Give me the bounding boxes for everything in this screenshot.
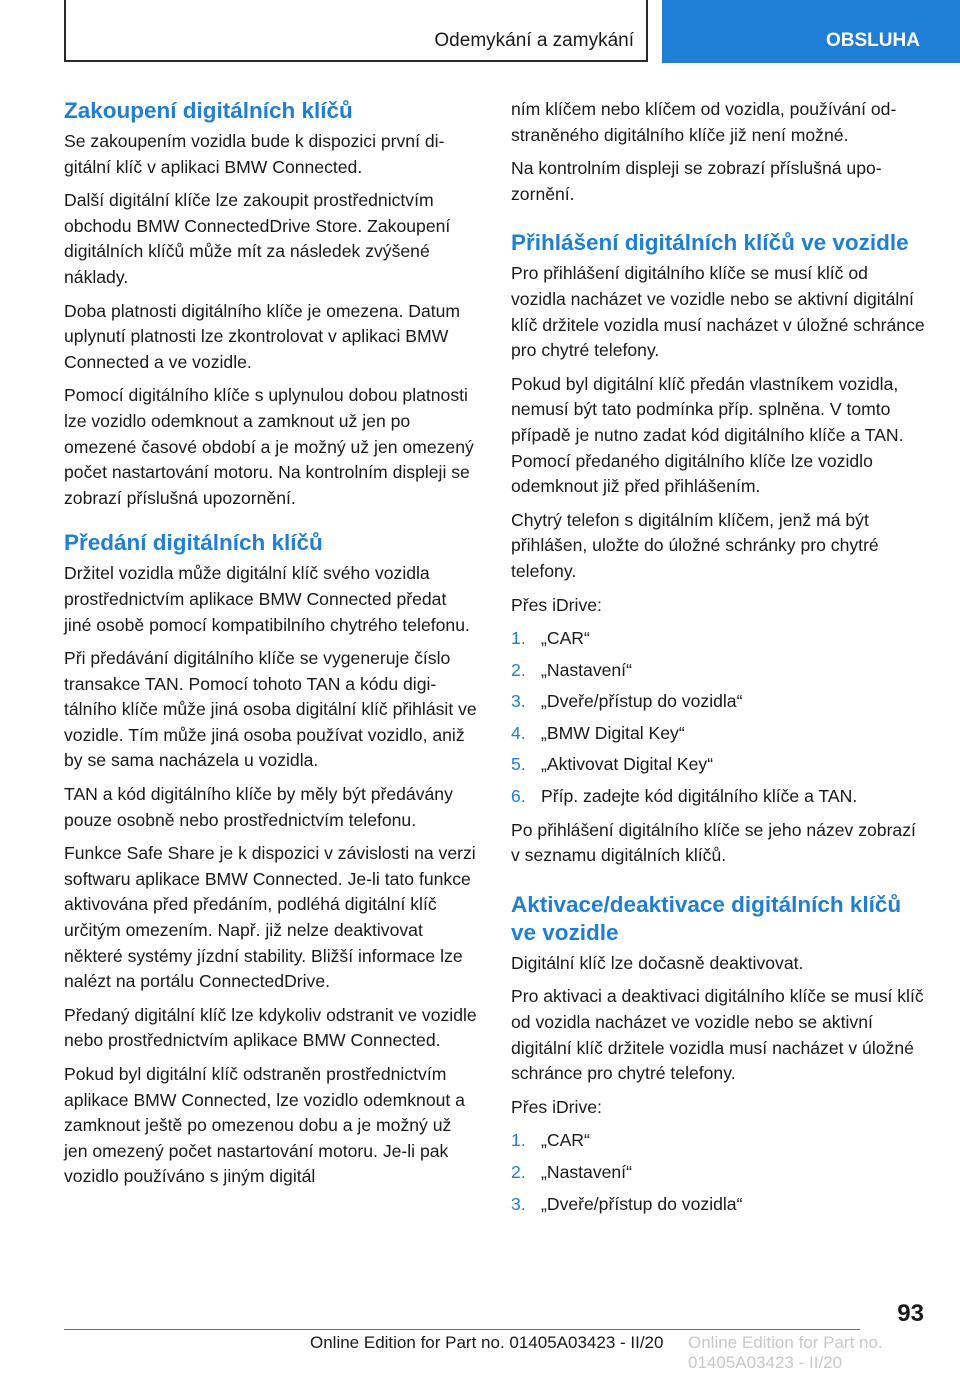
step-number: 1. [511, 1130, 526, 1151]
paragraph: Další digitální klíče lze zakoupit prostřednictvím obchodu BMW ConnectedDrive Store. Zakoupení digitálních klíčů může mít za následek zvýšené náklady. [64, 190, 451, 287]
step-number: 3. [511, 691, 526, 712]
step-text: „Nastavení“ [541, 659, 632, 680]
section-tab[interactable]: OBSLUHA [662, 0, 960, 63]
step-number: 6. [511, 786, 526, 807]
paragraph: ním klíčem nebo klíčem od vozidla, používání odstraněného digitálního klíče již není možné. [511, 99, 897, 145]
paragraph: Se zakoupením vozidla bude k dispozici první digitální klíč v aplikaci BMW Connected. [64, 131, 445, 177]
list-item [511, 784, 925, 810]
paragraph: TAN a kód digitálního klíče by měly být předávány pouze osobně nebo prostřednictvím telefonu. [64, 784, 453, 830]
list-item [511, 721, 925, 747]
step-text: „Dveře/přístup do vozidla“ [541, 691, 743, 712]
paragraph: Pomocí digitálního klíče s uplynulou dobou platnosti lze vozidlo odemknout a zamknout už jen po omezené časové období a je možný už jen omezený počet nastartování motoru. Na kontrolním displeji se zobrazí příslušná upozornění. [64, 385, 474, 508]
footer-watermark: Online Edition for Part no. 01405A03423 - II/20 [688, 1333, 883, 1372]
list-item [511, 1128, 925, 1154]
footer-edition: Online Edition for Part no. 01405A03423 - II/20 [310, 1333, 664, 1352]
paragraph: Pro přihlášení digitálního klíče se musí klíč od vozidla nacházet ve vozidle nebo se aktivní digitální klíč držitele vozidla musí nacházet v úložné schránce pro chytré telefony. [511, 263, 925, 361]
step-text: „Aktivovat Digital Key“ [541, 754, 714, 775]
paragraph: Při předávání digitálního klíče se vygeneruje číslo transakce TAN. Pomocí tohoto TAN a kódu digitálního klíče může jiná osoba digitální klíč přihlásit ve vozidle. Tím může jiná osoba používat vozidlo, aniž by se sama nacházela u vozidla. [64, 648, 477, 771]
list-item [511, 658, 925, 684]
paragraph: Po přihlášení digitálního klíče se jeho název zobrazí v seznamu digitálních klíčů. [511, 819, 916, 866]
paragraph: Přes iDrive: [511, 594, 602, 615]
list-item [511, 752, 925, 778]
left-column [64, 97, 478, 1198]
step-text: „Dveře/přístup do vozidla“ [541, 1193, 743, 1214]
step-number: 2. [511, 1162, 526, 1182]
list-item [511, 689, 925, 715]
steps-list-register [511, 626, 925, 810]
paragraph: Přes iDrive: [511, 1096, 602, 1117]
heading-purchase-keys: Zakoupení digitálních klíčů [64, 98, 353, 123]
step-number: 3. [511, 1193, 526, 1214]
step-text: „BMW Digital Key“ [541, 722, 685, 743]
paragraph: Držitel vozidla může digitální klíč svého vozidla prostřednictvím aplikace BMW Connected předat jiné osobě pomocí kompatibilního chytrého telefonu. [64, 563, 470, 635]
paragraph: Předaný digitální klíč lze kdykoliv odstranit ve vozidle nebo prostřednictvím aplikace BMW Connected. [64, 1004, 477, 1051]
paragraph: Chytrý telefon s digitálním klíčem, jenž má být přihlášen, uložte do úložné schránky pro chytré telefony. [511, 509, 879, 581]
heading-register-keys: Přihlášení digitálních klíčů ve vozidle [511, 230, 909, 256]
step-text: „CAR“ [541, 1130, 590, 1151]
list-item [511, 1192, 925, 1218]
paragraph: Digitální klíč lze dočasně deaktivovat. [511, 952, 804, 973]
paragraph: Pokud byl digitální klíč odstraněn prostřednictvím aplikace BMW Connected, lze vozidlo odemknout a zamknout ještě po omezenou dobu a je možný už jen omezený počet nastartování motoru. Je-li pak vozidlo používáno s jiným digitál [64, 1064, 465, 1187]
step-number: 1. [511, 628, 526, 649]
paragraph: Funkce Safe Share je k dispozici v závislosti na verzi softwaru aplikace BMW Connected. Je-li tato funkce aktivována před předáním, podléhá digitální klíč určitým omezením. Např. již nelze deaktivovat některé systémy jízdní stability. Bližší informace lze nalézt na portálu ConnectedDrive. [64, 843, 476, 992]
paragraph: Pro aktivaci a deaktivaci digitálního klíče se musí klíč od vozidla nacházet ve vozidle nebo se aktivní digitální klíč držitele vozidla musí nacházet v úložné schránce pro chytré telefony. [511, 986, 924, 1084]
heading-activate-deactivate-keys: Aktivace/deaktivace digitálních klíčů ve vozidle [511, 891, 902, 945]
steps-list-activate [511, 1128, 925, 1217]
footer-divider [64, 1329, 860, 1330]
step-text: Příp. zadejte kód digitálního klíče a TAN. [541, 786, 858, 807]
list-item [511, 626, 925, 652]
step-number: 4. [511, 722, 526, 743]
page-number: 93 [897, 1300, 924, 1327]
step-text: „CAR“ [541, 628, 590, 649]
right-column [511, 97, 925, 1225]
paragraph: Pokud byl digitální klíč předán vlastníkem vozidla, nemusí být tato podmínka příp. splněna. V tomto případě je nutno zadat kód digitálního klíče a TAN. Pomocí předaného digitálního klíče lze vozidlo odemknout již před přihlášením. [511, 373, 904, 497]
step-number: 5. [511, 754, 526, 775]
heading-hand-over-keys: Předání digitálních klíčů [64, 530, 323, 556]
paragraph: Na kontrolním displeji se zobrazí příslušná upozornění. [511, 158, 882, 204]
list-item [511, 1160, 925, 1186]
chapter-title: Odemykání a zamykání [434, 30, 634, 51]
paragraph: Doba platnosti digitálního klíče je omezena. Datum uplynutí platnosti lze zkontrolovat v aplikaci BMW Connected a ve vozidle. [64, 300, 461, 372]
step-text: „Nastavení“ [541, 1162, 632, 1182]
step-number: 2. [511, 659, 526, 680]
